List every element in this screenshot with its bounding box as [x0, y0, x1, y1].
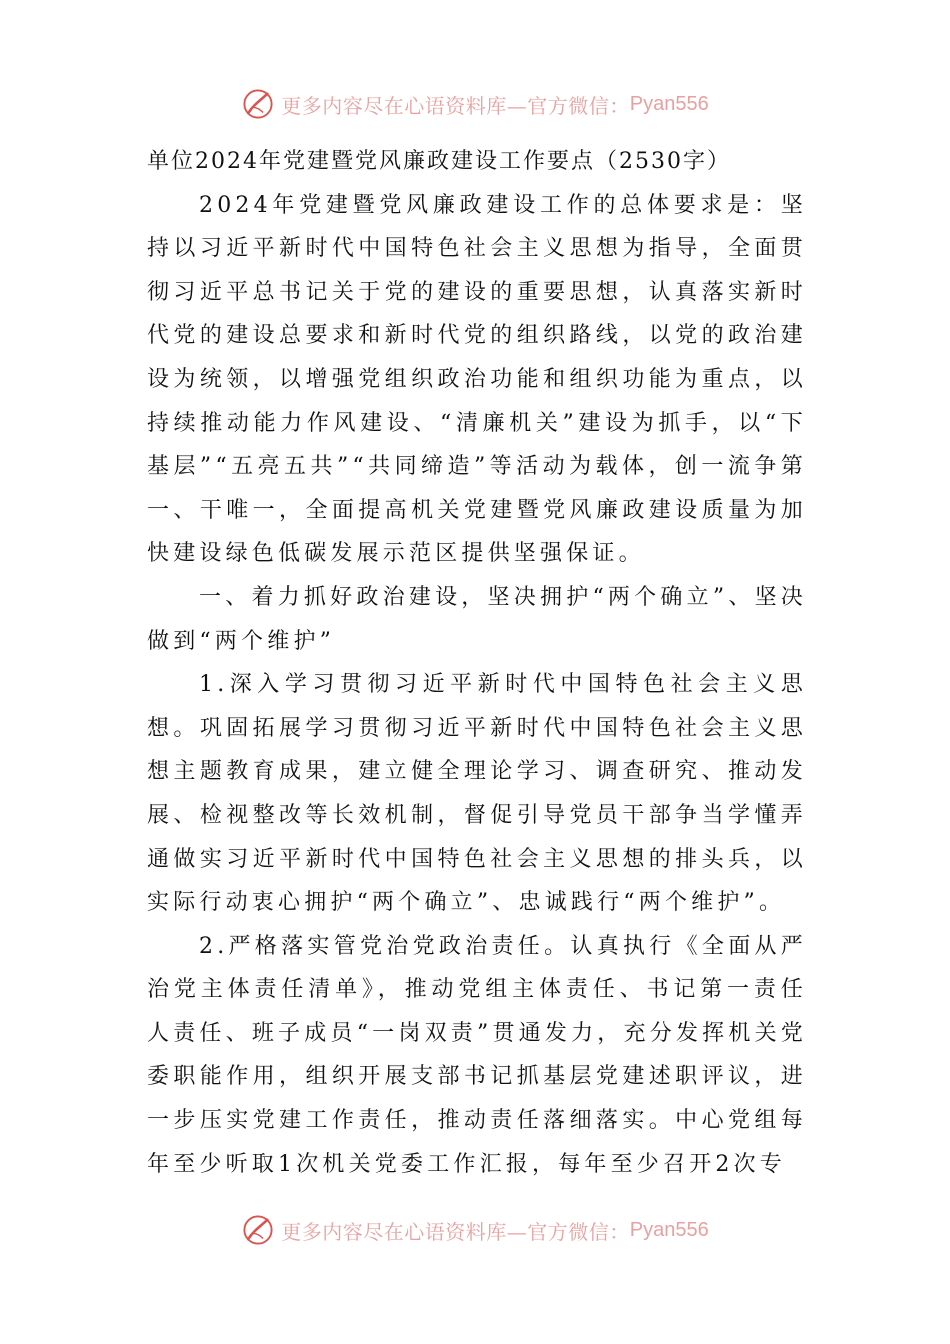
- watermark-text: 更多内容尽在心语资料库—官方微信：: [281, 93, 630, 118]
- pen-circle-logo-icon: [241, 87, 275, 121]
- paragraph-item-2: 2.严格落实管党治党政治责任。认真执行《全面从严治党主体责任清单》，推动党组主体责任、书记第一责任人责任、班子成员“一岗双责”贯通发力，充分发挥机关党委职能作用，组织开展支部书记抓基层党建述职评议，进一步压实党建工作责任，推动责任落细落实。中心党组每年至少听取1次机关党委工作汇报，每年至少召开2次专: [147, 933, 807, 1177]
- paragraph-intro: 2024年党建暨党风廉政建设工作的总体要求是：坚持以习近平新时代中国特色社会主义思想为指导，全面贯彻习近平总书记关于党的建设的重要思想，认真落实新时代党的建设总要求和新时代党的组织路线，以党的政治建设为统领，以增强党组织政治功能和组织功能为重点，以持续推动能力作风建设、“清廉机关”建设为抓手，以“下基层”“五亮五共”“共同缔造”等活动为载体，创一流争第一、干唯一，全面提高机关党建暨党风廉政建设质量为加快建设绿色低碳发展示范区提供坚强保证。: [147, 192, 807, 567]
- document-body: [147, 140, 807, 1186]
- watermark-text: 更多内容尽在心语资料库—官方微信：: [281, 1219, 630, 1244]
- pen-circle-logo-icon: [241, 1213, 275, 1247]
- document-title: 单位2024年党建暨党风廉政建设工作要点（2530字）: [147, 149, 731, 174]
- watermark-header: [0, 84, 950, 124]
- watermark-account: Pyan556: [629, 92, 709, 115]
- section-heading-1: 一、着力抓好政治建设，坚决拥护“两个确立”、坚决做到“两个维护”: [147, 584, 807, 654]
- watermark-account: Pyan556: [629, 1218, 709, 1241]
- watermark-footer: [0, 1210, 950, 1250]
- paragraph-item-1: 1.深入学习贯彻习近平新时代中国特色社会主义思想。巩固拓展学习贯彻习近平新时代中国特色社会主义思想主题教育成果，建立健全理论学习、调查研究、推动发展、检视整改等长效机制，督促引导党员干部争当学懂弄通做实习近平新时代中国特色社会主义思想的排头兵，以实际行动衷心拥护“两个确立”、忠诚践行“两个维护”。: [147, 672, 807, 916]
